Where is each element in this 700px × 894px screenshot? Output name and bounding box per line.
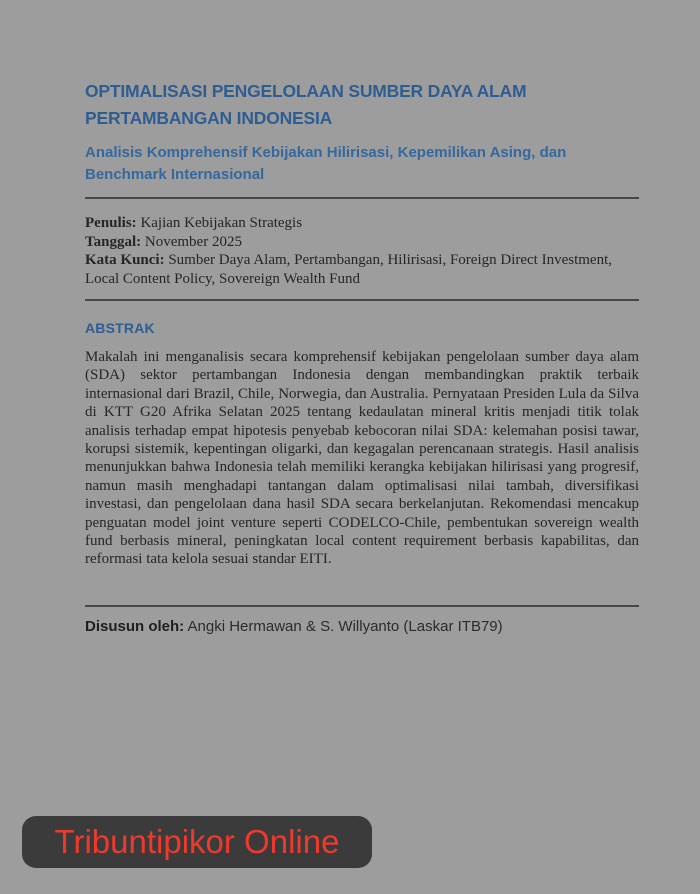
divider-top [85,197,639,199]
kata-kunci-label: Kata Kunci: [85,252,165,268]
abstract-heading: ABSTRAK [85,320,155,336]
divider-middle [85,299,639,301]
watermark-text: Tribuntipikor Online [54,823,340,860]
page-subtitle: Analisis Komprehensif Kebijakan Hilirisasi, Kepemilikan Asing, dan Benchmark Internasional [85,144,567,183]
kata-kunci-value: Sumber Daya Alam, Pertambangan, Hilirisasi, Foreign Direct Investment, Local Content Policy, Sovereign Wealth Fund [85,252,612,287]
penulis-value: Kajian Kebijakan Strategis [140,215,303,231]
tanggal-label: Tanggal: [85,233,142,250]
disusun-oleh-value: Angki Hermawan & S. Willyanto (Laskar ITB79) [187,618,503,635]
meta-row-kata-kunci [85,251,639,288]
metadata-block [85,214,639,288]
tanggal-value: November 2025 [144,233,242,250]
penulis-label: Penulis: [85,215,137,231]
watermark-badge [22,816,372,868]
disusun-oleh-label: Disusun oleh: [85,618,185,635]
abstract-text: Makalah ini menganalisis secara komprehensif kebijakan pengelolaan sumber daya alam (SDA) sektor pertambangan Indonesia dengan membandingkan praktik terbaik internasional dari Brazil, Chile, Norwegia, dan Australia. Pernyataan Presiden Lula da Silva di KTT G20 Afrika Selatan 2025 tentang kedaulatan mineral kritis menjadi titik tolak analisis terhadap empat hipotesis penyebab kebocoran nilai SDA: kelemahan posisi tawar, korupsi sistemik, kepentingan oligarki, dan kegagalan perencanaan strategis. Hasil analisis menunjukkan bahwa Indonesia telah memiliki kerangka kebijakan hilirisasi yang progresif, namun masih menghadapi tantangan dalam optimalisasi nilai tambah, diversifikasi investasi, dan pengelolaan dana hasil SDA secara berkelanjutan. Rekomendasi mencakup penguatan model joint venture seperti CODELCO-Chile, pembentukan sovereign wealth fund berbasis mineral, peningkatan local content requirement berbasis kapabilitas, dan reformasi tata kelola sesuai standar EITI. [85,349,639,568]
author-line [85,618,639,635]
page-title: OPTIMALISASI PENGELOLAAN SUMBER DAYA ALAM PERTAMBANGAN INDONESIA [85,81,527,128]
meta-row-penulis [85,214,639,233]
meta-row-tanggal [85,233,639,252]
divider-bottom [85,605,639,607]
